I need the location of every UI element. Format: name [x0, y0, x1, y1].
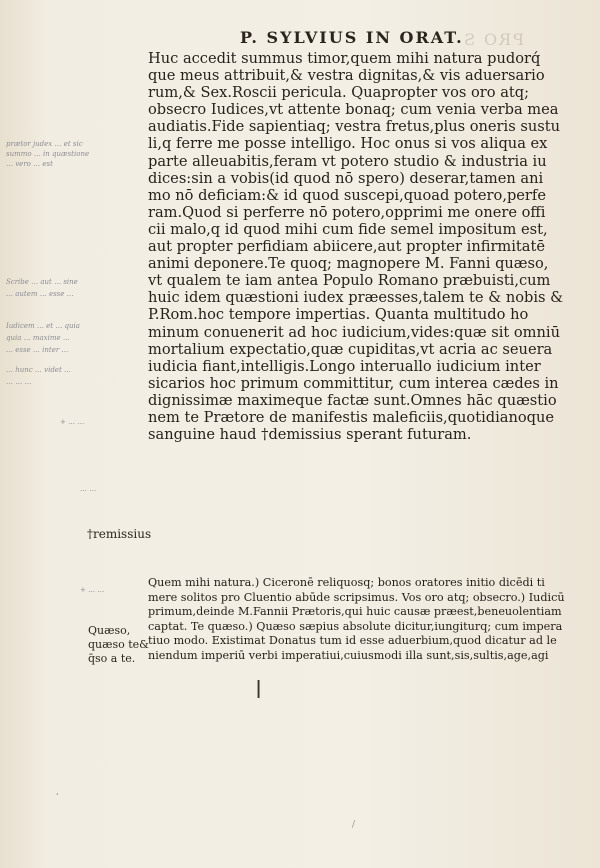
commentary-line: primum,deinde M.Fannii Prætoris,qui huic causæ præest,beneuolentiam [148, 605, 562, 618]
text-line: nem te Prætore de manifestis maleficiis,quotidianoque [148, 408, 555, 426]
handwritten-note: + … … [80, 586, 105, 594]
main-text-block [148, 50, 580, 443]
handwritten-note: … … [80, 485, 97, 493]
handwritten-note: summo … in quæstione [6, 150, 90, 158]
text-line: que meus attribuit,& vestra dignitas,& vis aduersario [148, 67, 545, 85]
text-line: mo nō deficiam:& id quod suscepi,quoad potero,perfe [148, 186, 546, 204]
text-line: rum,& Sex.Roscii pericula. Quapropter vos oro atq; [148, 84, 530, 102]
handwritten-note: … autem … esse … [6, 290, 74, 298]
handwritten-note: quia … maxime … [6, 334, 70, 342]
margin-gloss-quaeso-te: quæso te& [88, 638, 149, 651]
ink-dot: · [56, 790, 59, 799]
ink-mark: ǀ [255, 676, 263, 704]
text-line: parte alleuabitis,feram vt potero studio & industria iu [148, 152, 547, 170]
commentary-line: captat. Te quæso.) Quæso sæpius absolute dicitur,iungiturq; cum impera [148, 619, 563, 633]
commentary-line: niendum imperiū verbi imperatiui,cuiusmodi illa sunt,sis,sultis,age,agi [148, 648, 549, 662]
text-line: ram.Quod si perferre nō potero,opprimi me onere offi [148, 203, 546, 221]
text-line: li,q ferre me posse intelligo. Hoc onus si vos aliqua ex [148, 135, 548, 153]
text-line: minum conuenerit ad hoc iudicium,vides:quæ sit omniū [148, 323, 560, 341]
margin-gloss-quaeso: Quæso, [88, 624, 131, 637]
margin-gloss-remissius: †remissius [87, 527, 152, 541]
text-line: iudicia fiant,intelligis.Longo interuallo iudicium inter [148, 357, 541, 375]
text-line: sicarios hoc primum committitur, cum interea cædes in [148, 374, 559, 392]
commentary-line: Quem mihi natura.) Ciceronē reliquosq; bonos oratores initio dicēdi ti [148, 576, 545, 589]
handwritten-note: … … … [6, 378, 32, 386]
text-line: cii malo,q id quod mihi cum fide semel impositum est, [148, 220, 548, 238]
text-line: huic idem quæstioni iudex præesses,talem te & nobis & [148, 289, 564, 307]
text-line: Huc accedit summus timor,quem mihi natura pudorq́ [148, 50, 541, 67]
text-line: vt qualem te iam antea Populo Romano præbuisti,cum [148, 272, 551, 290]
running-header: P. SYLVIUS IN ORAT. [240, 28, 464, 47]
text-line: audiatis.Fide sapientiaq; vestra fretus,plus oneris sustu [148, 118, 560, 136]
commentary-line: tiuo modo. Existimat Donatus tum id esse aduerbium,quod dicatur ad le [148, 634, 557, 647]
ink-smudge: / [352, 820, 356, 830]
handwritten-note: Iudicem … et … quia [6, 322, 80, 330]
text-line: dices:sin a vobis(id quod nō spero) deserar,tamen ani [148, 169, 544, 187]
text-line: dignissimæ maximeque factæ sunt.Omnes hāc quæstio [148, 391, 557, 409]
handwritten-note: … esse … inter … [6, 346, 69, 354]
commentary-block [148, 576, 590, 663]
margin-gloss-quaeso-a-te: q̄so a te. [88, 652, 136, 665]
text-line: sanguine haud †demissius sperant futuram. [148, 426, 472, 444]
text-line: obsecro Iudices,vt attente bonaq; cum venia verba mea [148, 101, 559, 119]
bleed-through-header: PRO S [462, 30, 524, 49]
handwritten-note: + … … [60, 418, 85, 426]
text-line: mortalium expectatio,quæ cupiditas,vt acria ac seuera [148, 340, 553, 358]
text-line: P.Rom.hoc tempore impertias. Quanta multitudo ho [148, 306, 529, 324]
handwritten-note: prætor judex … et sic [6, 140, 83, 148]
text-line: animi deponere.Te quoq; magnopere M. Fanni quæso, [148, 255, 549, 273]
text-line: aut propter perfidiam abiicere,aut propter infirmitatē [148, 238, 545, 256]
handwritten-note: … hunc … videt … [6, 366, 71, 374]
handwritten-note: … vero … est [6, 160, 53, 168]
commentary-line: mere solitos pro Cluentio abūde scripsimus. Vos oro atq; obsecro.) Iudicū [148, 590, 565, 604]
handwritten-note: Scribe … aut … sine [6, 278, 78, 286]
